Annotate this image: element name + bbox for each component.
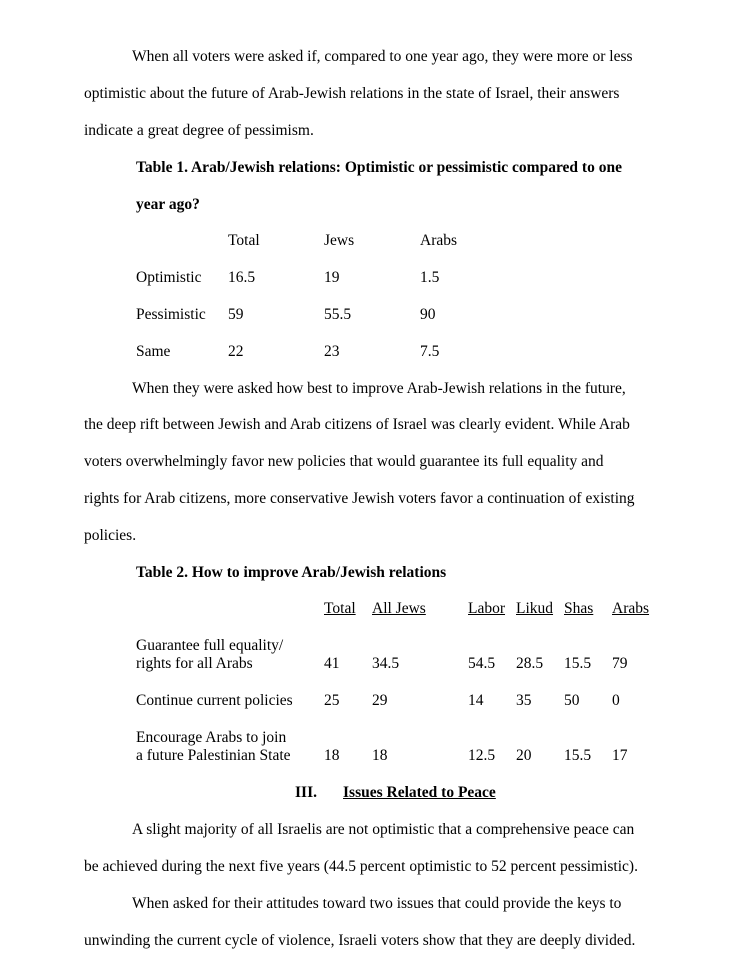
table-2-row-label: rights for all Arabs: [136, 655, 253, 672]
table-2-cell: 41: [324, 655, 340, 672]
table-1-cell: 7.5: [420, 343, 440, 360]
table-2-cell: 50: [564, 692, 580, 709]
table-2-header-total: Total: [324, 600, 356, 617]
paragraph-line: voters overwhelmingly favor new policies that would guarantee its full equality and: [84, 453, 604, 470]
table-2-cell: 34.5: [372, 655, 400, 672]
table-2-header-likud: Likud: [516, 600, 554, 617]
table-1-row-label: Optimistic: [136, 269, 202, 286]
table-2-cell: 18: [372, 747, 388, 764]
table-2-cell: 28.5: [516, 655, 544, 672]
paragraph-line: be achieved during the next five years (44.5 percent optimistic to 52 percent pessimistic).: [84, 858, 638, 875]
table-1-cell: 22: [228, 343, 244, 360]
table-2-header-arabs: Arabs: [612, 600, 650, 617]
table-1-cell: 19: [324, 269, 340, 286]
table-2-cell: 0: [612, 692, 620, 709]
table-1-cell: 16.5: [228, 269, 256, 286]
table-1-header-jews: Jews: [324, 232, 355, 249]
table-1-row-label: Same: [136, 343, 171, 360]
table-2-cell: 35: [516, 692, 532, 709]
table-2-cell: 14: [468, 692, 484, 709]
paragraph-line: When asked for their attitudes toward two issues that could provide the keys to: [132, 895, 622, 912]
table-2-row-label: Guarantee full equality/: [136, 637, 284, 654]
section-title: Issues Related to Peace: [343, 784, 496, 801]
table-2-title: Table 2. How to improve Arab/Jewish relations: [136, 564, 447, 581]
table-2-cell: 54.5: [468, 655, 496, 672]
table-2-row-label: a future Palestinian State: [136, 747, 291, 764]
table-2-row-label: Encourage Arabs to join: [136, 729, 287, 746]
table-2-cell: 15.5: [564, 655, 592, 672]
table-2-cell: 20: [516, 747, 532, 764]
paragraph-line: policies.: [84, 527, 137, 544]
paragraph-line: unwinding the current cycle of violence, Israeli voters show that they are deeply divided.: [84, 932, 636, 949]
table-1-cell: 1.5: [420, 269, 440, 286]
section-number: III.: [295, 784, 317, 801]
table-1-title: year ago?: [136, 196, 200, 213]
paragraph-line: rights for Arab citizens, more conservative Jewish voters favor a continuation of existing: [84, 490, 635, 507]
paragraph-line: indicate a great degree of pessimism.: [84, 122, 314, 139]
table-1-title: Table 1. Arab/Jewish relations: Optimistic or pessimistic compared to one: [136, 159, 622, 176]
table-1-header-arabs: Arabs: [420, 232, 458, 249]
table-1-row-label: Pessimistic: [136, 306, 206, 323]
table-2-header-shas: Shas: [564, 600, 594, 617]
table-2-header-all-jews: All Jews: [372, 600, 426, 617]
table-2-cell: 25: [324, 692, 340, 709]
paragraph-line: the deep rift between Jewish and Arab citizens of Israel was clearly evident. While Arab: [84, 416, 630, 433]
paragraph-line: When all voters were asked if, compared to one year ago, they were more or less: [132, 48, 633, 65]
table-1-cell: 23: [324, 343, 340, 360]
paragraph-line: When they were asked how best to improve Arab-Jewish relations in the future,: [132, 380, 626, 397]
table-2-header-labor: Labor: [468, 600, 506, 617]
table-2-cell: 12.5: [468, 747, 496, 764]
table-2-cell: 29: [372, 692, 388, 709]
table-1-cell: 59: [228, 306, 244, 323]
table-2-cell: 15.5: [564, 747, 592, 764]
table-1-header-total: Total: [228, 232, 260, 249]
paragraph-line: optimistic about the future of Arab-Jewish relations in the state of Israel, their answers: [84, 85, 620, 102]
table-2-row-label: Continue current policies: [136, 692, 293, 709]
table-2-cell: 17: [612, 747, 628, 764]
table-1-cell: 55.5: [324, 306, 352, 323]
paragraph-line: A slight majority of all Israelis are not optimistic that a comprehensive peace can: [132, 821, 635, 838]
table-2-cell: 79: [612, 655, 628, 672]
table-2-cell: 18: [324, 747, 340, 764]
table-1-cell: 90: [420, 306, 436, 323]
